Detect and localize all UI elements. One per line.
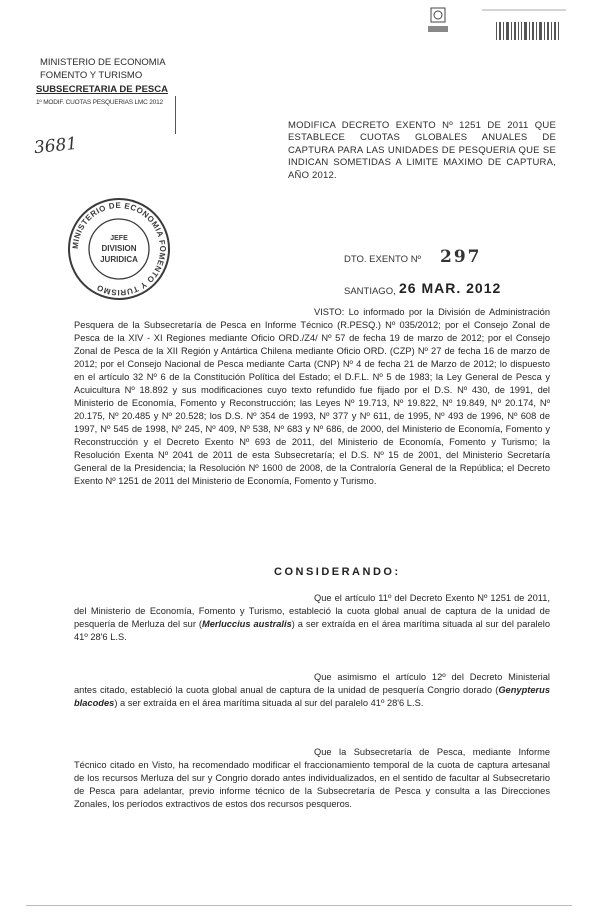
division-juridica-stamp-icon <box>58 194 180 304</box>
ministry-name: MINISTERIO DE ECONOMIA <box>40 57 166 68</box>
considerando-paragraph-2 <box>74 671 550 710</box>
barcode-icon <box>476 4 572 54</box>
decree-number: 297 <box>440 247 482 267</box>
considerando-paragraph-1 <box>74 592 550 644</box>
considerando-paragraph-3: Que la Subsecretaría de Pesca, mediante Informe Técnico citado en Visto, ha recomendado modificar el fraccionamiento temporal de la cuota de captura artesanal de los recursos Merluza del sur y Congrio dorado antes individualizados, en el sentido de facultar al Subsecretario de Pesca para adelantar, previo informe técnico de la Subsecretaría de Pesca y consulta a las Direcciones Zonales, los períodos extractivos de estos dos recursos pesqueros. <box>74 747 550 809</box>
species-congrio-dorado: Genypterus blacodes <box>74 685 550 708</box>
handwritten-number: 3681 <box>33 133 79 159</box>
paragraph-2-text-end: ) a ser extraída en el área marítima situada al sur del paralelo 41º 28'6 L.S. <box>114 698 424 708</box>
decree-number-label: DTO. EXENTO Nº <box>344 254 422 265</box>
page-bottom-rule <box>26 905 572 906</box>
stamp-line-jefe: JEFE <box>110 235 128 242</box>
subsecretaria-name: SUBSECRETARIA DE PESCA <box>36 84 168 95</box>
considerando-heading: CONSIDERANDO: <box>274 566 401 578</box>
paragraph-2-text-start: Que asimismo el artículo 12º del Decreto Ministerial antes citado, estableció la cuota global anual de captura de la unidad de pesquería Congrio dorado ( <box>74 672 550 695</box>
decree-summary: MODIFICA DECRETO EXENTO Nº 1251 DE 2011 QUE ESTABLECE CUOTAS GLOBALES ANUALES DE CAPTURA PARA LAS UNIDADES DE PESQUERIA QUE SE INDICAN SOMETIDAS A LIMITE MAXIMO DE CAPTURA, AÑO 2012. <box>288 120 556 181</box>
document-reference: 1º MODIF. CUOTAS PESQUERIAS LMC 2012 <box>36 99 163 106</box>
place-label: SANTIAGO, <box>344 286 396 297</box>
species-merluza-del-sur: Merluccius australis <box>201 619 292 629</box>
decree-date: 26 MAR. 2012 <box>399 280 502 296</box>
header-margin-line <box>175 96 176 134</box>
government-seal-icon <box>426 6 450 36</box>
visto-paragraph: VISTO: Lo informado por la División de Administración Pesquera de la Subsecretaría de Pesca en Informe Técnico (R.PESQ.) Nº 035/2012; por el Consejo Zonal de Pesca de la XIV - XI Regiones mediante Oficio ORD./Z4/ Nº 57 de fecha 19 de marzo de 2012; por el Consejo Zonal de Pesca de la XII Región y Antártica Chilena mediante Oficio ORD. (CZP) Nº 27 de fecha 16 de marzo de 2012; por el Consejo Nacional de Pesca mediante Carta (CNP) Nº 4 de fecha 21 de Marzo de 2012; lo dispuesto en el artículo 32 Nº 6 de la Constitución Política del Estado; el D.F.L. Nº 5 de 1983; la Ley General de Pesca y Acuicultura Nº 18.892 y sus modificaciones cuyo texto refundido fue fijado por el D.S. Nº 430, de 1991, del Ministerio de Economía, Fomento y Reconstrucción; las Leyes Nº 19.713, Nº 19.822, Nº 19.849, Nº 20.174, Nº 20.175, Nº 20.485 y Nº 20.528; los D.S. Nº 354 de 1993, Nº 377 y Nº 611, de 1995, Nº 493 de 1996, Nº 608 de 1997, Nº 545 de 1998, Nº 245, Nº 409, Nº 538, Nº 683 y Nº 686, de 2000, del Ministerio de Economía, Fomento y Reconstrucción y el Decreto Exento Nº 693 de 2011, del Ministerio de Economía, Fomento y Turismo; la Resolución Exenta Nº 2041 de 2011 de esta Subsecretaría; el D.S. Nº 15 de 2001, del Ministerio Secretaría General de la Presidencia; la Resolución Nº 1600 de 2008, de la Contraloría General de la República; el Decreto Exento Nº 1251 de 2011 del Ministerio de Economía, Fomento y Turismo. <box>74 307 550 486</box>
stamp-line-juridica: JURIDICA <box>100 255 138 264</box>
stamp-line-division: DIVISION <box>101 244 137 253</box>
paragraph-1-text-start: Que el artículo 11º del Decreto Exento Nº 1251 de 2011, del Ministerio de Economía, Fomento y Turismo, estableció la cuota global anual de captura de la unidad de pesquería de Merluza del sur ( <box>74 593 550 629</box>
ministry-subtitle: FOMENTO Y TURISMO <box>40 70 143 81</box>
stamp-ring-text: MINISTERIO DE ECONOMIA FOMENTO Y TURISMO <box>70 200 168 298</box>
paragraph-1-text-end: ) a ser extraída en el área marítima situada al sur del paralelo 41º 28'6 L.S. <box>74 619 550 642</box>
